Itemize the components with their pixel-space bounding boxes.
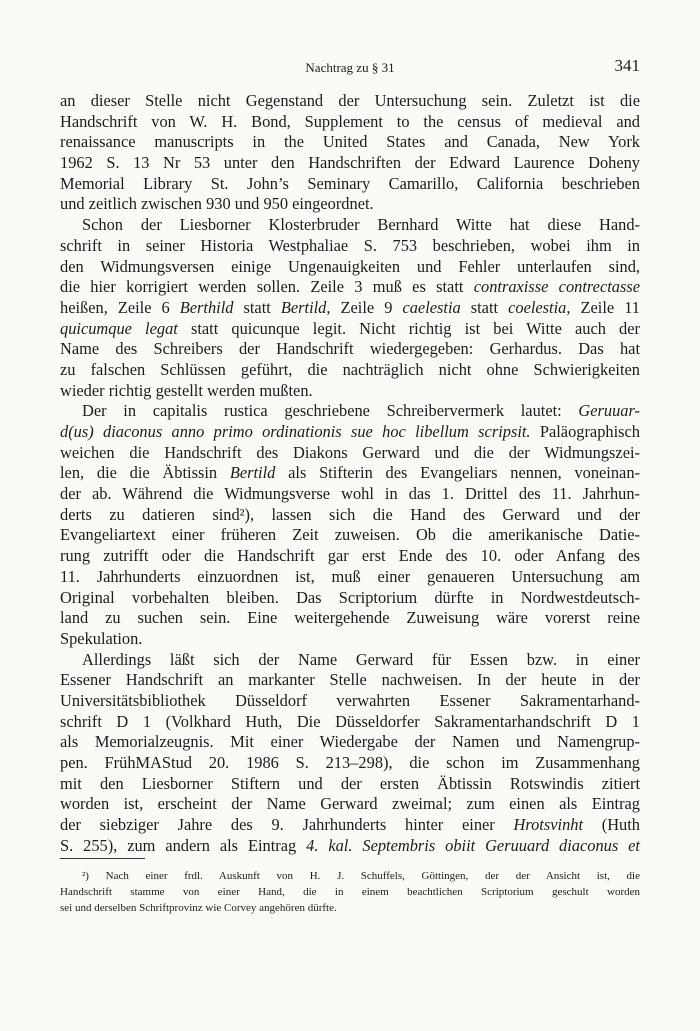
text-line: len, die die Äbtissin Bertild als Stifterin des Evangeliars nennen, voneinan- (60, 463, 640, 483)
text-line: schrift D 1 (Volkhard Huth, Die Düsseldorfer Sakramentarhandschrift D 1 (60, 711, 640, 731)
text-line: heißen, Zeile 6 Berthild statt Bertild, Zeile 9 caelestia statt coelestia, Zeile 11 (60, 297, 640, 317)
text-line: wieder richtig gestellt werden mußten. (60, 380, 313, 400)
text-line: Original vorbehalten bleiben. Das Scriptorium dürfte in Nordwestdeutsch- (60, 587, 640, 607)
text-line: Schon der Liesborner Klosterbruder Bernhard Witte hat diese Hand- (82, 215, 640, 235)
text-line: Name des Schreibers der Handschrift wiedergegeben: Gerhardus. Das hat (60, 339, 640, 359)
footnote-line: sei und derselben Schriftprovinz wie Corvey angehören dürfte. (60, 902, 337, 914)
page-number: 341 (614, 56, 640, 75)
text-line: d(us) diaconus anno primo ordinationis sue hoc libellum scripsit. Paläographisch (60, 422, 640, 441)
text-line: und zeitlich zwischen 930 und 950 eingeordnet. (60, 194, 374, 214)
text-line: Der in capitalis rustica geschriebene Schreibervermerk lautet: Geruuar- (82, 401, 640, 421)
text-line: 11. Jahrhunderts einzuordnen ist, muß einer genaueren Untersuchung am (60, 566, 640, 586)
text-line: Spekulation. (60, 628, 143, 648)
text-line: schrift in seiner Historia Westphaliae S. 753 beschrieben, wobei ihm in (60, 235, 640, 255)
running-title: Nachtrag zu § 31 (305, 60, 395, 75)
text-line: quicumque legat statt quicunque legit. Nicht richtig ist bei Witte auch der (60, 318, 640, 338)
text-line: weichen die Handschrift des Diakons Gerward und die der Widmungszei- (60, 442, 640, 462)
text-line: Handschrift von W. H. Bond, Supplement to the census of medieval and (60, 111, 640, 131)
text-line: Universitätsbibliothek Düsseldorf verwahrten Essener Sakramentarhand- (60, 690, 640, 710)
text-line: Memorial Library St. John’s Seminary Camarillo, California beschrieben (60, 173, 640, 193)
text-line: S. 255), zum andern als Eintrag 4. kal. Septembris obiit Geruuard diaconus et (60, 835, 640, 855)
text-line: als Memorialzeugnis. Mit einer Wiedergabe der Namen und Namengrup- (60, 732, 640, 752)
body-text (60, 91, 640, 856)
text-line: der ab. Während die Widmungsverse wohl in das 1. Drittel des 11. Jahrhun- (60, 484, 640, 504)
text-line: die hier korrigiert werden sollen. Zeile 3 muß es statt contraxisse contrectasse (60, 277, 640, 297)
text-line: 1962 S. 13 Nr 53 unter den Handschriften der Edward Laurence Doheny (60, 153, 640, 173)
text-line: rung zutrifft oder die Handschrift gar erst Ende des 10. oder Anfang des (60, 546, 640, 566)
footnote-line: Handschrift stamme von einer Hand, die in einem beachtlichen Scriptorium geschult worden (60, 886, 640, 898)
text-line: an dieser Stelle nicht Gegenstand der Untersuchung sein. Zuletzt ist die (60, 91, 640, 110)
footnote-line: ²) Nach einer frdl. Auskunft von H. J. Schuffels, Göttingen, der der Ansicht ist, die (82, 870, 640, 882)
text-line: der siebziger Jahre des 9. Jahrhunderts hinter einer Hrotsvinht (Huth (60, 815, 640, 835)
text-line: den Widmungsversen einige Ungenauigkeiten und Fehler unterlaufen sind, (60, 256, 640, 276)
text-line: Essener Handschrift an markanter Stelle nachweisen. In der heute in der (60, 670, 640, 690)
text-line: renaissance manuscripts in the United States and Canada, New York (60, 132, 640, 152)
text-line: derts zu datieren sind²), lassen sich die Hand des Gerward und der (60, 504, 640, 524)
text-line: Allerdings läßt sich der Name Gerward für Essen bzw. in einer (82, 649, 640, 669)
text-line: land zu suchen sein. Eine weitergehende Zuweisung wäre vorerst reine (60, 608, 640, 628)
text-line: mit den Liesborner Stiftern und der ersten Äbtissin Rotswindis zitiert (60, 773, 640, 793)
text-line: zu falschen Schlüssen geführt, die nachträglich nicht ohne Schwierigkeiten (60, 359, 640, 379)
footnotes (60, 868, 640, 916)
text-line: pen. FrühMAStud 20. 1986 S. 213–298), die schon im Zusammenhang (60, 753, 640, 772)
footnote-rule (60, 858, 145, 859)
page-header (60, 58, 640, 80)
text-line: Evangeliartext einer früheren Zeit zuweisen. Ob die amerikanische Datie- (60, 525, 640, 545)
text-line: worden ist, erscheint der Name Gerward zweimal; zum einen als Eintrag (60, 794, 640, 814)
